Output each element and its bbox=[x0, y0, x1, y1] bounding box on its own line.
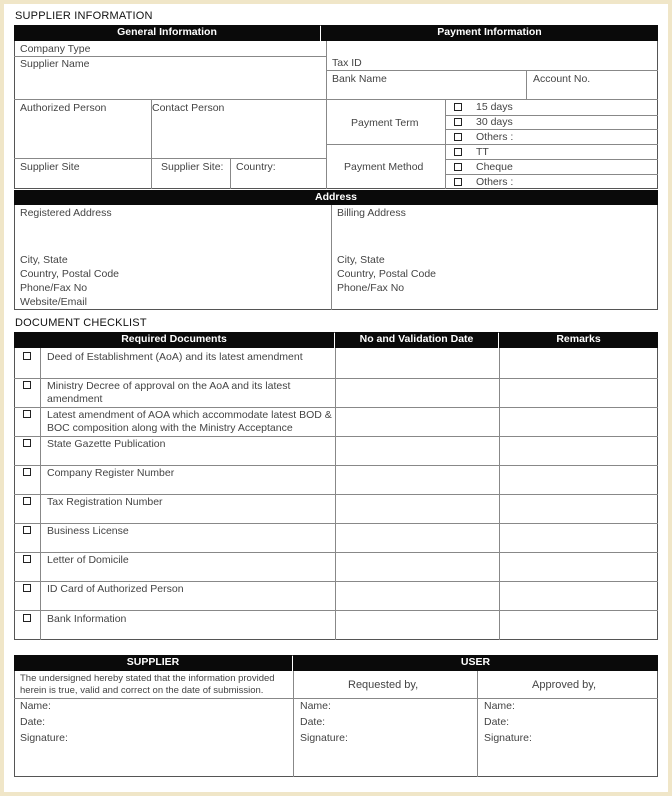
divider bbox=[14, 698, 658, 699]
divider bbox=[526, 70, 527, 99]
checklist-item: ID Card of Authorized Person bbox=[47, 583, 184, 595]
approved-date-field: Date: bbox=[484, 716, 510, 728]
country-field: Country: bbox=[236, 161, 276, 173]
required-documents-header: Required Documents bbox=[14, 332, 334, 348]
payment-method-cheque-checkbox[interactable] bbox=[454, 163, 462, 171]
supplier-info-table bbox=[14, 25, 658, 189]
divider bbox=[14, 436, 658, 437]
validation-date-header: No and Validation Date bbox=[335, 332, 498, 348]
payment-method-others-checkbox[interactable] bbox=[454, 178, 462, 186]
supplier-signature-field: Signature: bbox=[20, 732, 68, 744]
left-phone-fax: Phone/Fax No bbox=[20, 282, 88, 294]
checklist-item: Bank Information bbox=[47, 613, 127, 625]
checklist-title: DOCUMENT CHECKLIST bbox=[15, 317, 147, 329]
company-type-label: Company Type bbox=[20, 43, 91, 55]
approved-name-field: Name: bbox=[484, 700, 515, 712]
payment-method-option: Cheque bbox=[476, 161, 513, 173]
supplier-info-title: SUPPLIER INFORMATION bbox=[15, 10, 153, 22]
right-phone-fax: Phone/Fax No bbox=[337, 282, 405, 294]
supplier-site-label: Supplier Site bbox=[20, 161, 80, 173]
divider bbox=[445, 159, 658, 160]
checklist-item: Business License bbox=[47, 525, 129, 537]
user-header: USER bbox=[293, 655, 658, 671]
payment-method-option: Others : bbox=[476, 176, 514, 188]
requested-signature-field: Signature: bbox=[300, 732, 348, 744]
divider bbox=[14, 494, 658, 495]
payment-term-others-checkbox[interactable] bbox=[454, 133, 462, 141]
account-no-label: Account No. bbox=[533, 73, 591, 85]
divider bbox=[14, 610, 658, 611]
divider bbox=[230, 158, 231, 189]
requested-by-label: Requested by, bbox=[348, 679, 419, 691]
checklist-checkbox[interactable] bbox=[23, 555, 31, 563]
registered-address-label: Registered Address bbox=[20, 207, 112, 219]
divider bbox=[445, 174, 658, 175]
divider bbox=[14, 56, 326, 57]
tax-id-label: Tax ID bbox=[332, 57, 362, 69]
divider bbox=[293, 671, 294, 777]
supplier-date-field: Date: bbox=[20, 716, 46, 728]
checklist-checkbox[interactable] bbox=[23, 614, 31, 622]
checklist-checkbox[interactable] bbox=[23, 439, 31, 447]
approved-signature-field: Signature: bbox=[484, 732, 532, 744]
left-website-email: Website/Email bbox=[20, 296, 87, 308]
payment-method-option: TT bbox=[476, 146, 489, 158]
payment-term-label: Payment Term bbox=[351, 117, 419, 129]
divider bbox=[14, 378, 658, 379]
divider bbox=[326, 70, 658, 71]
divider bbox=[14, 465, 658, 466]
checklist-checkbox[interactable] bbox=[23, 526, 31, 534]
checklist-checkbox[interactable] bbox=[23, 352, 31, 360]
checklist-item: Company Register Number bbox=[47, 467, 175, 479]
general-info-header: General Information bbox=[14, 25, 320, 41]
supplier-statement: The undersigned hereby stated that the information provided herein is true, valid and correct on the date of submission. bbox=[20, 673, 275, 696]
divider bbox=[14, 99, 326, 100]
requested-date-field: Date: bbox=[300, 716, 326, 728]
authorized-person-label: Authorized Person bbox=[20, 102, 107, 114]
address-header: Address bbox=[14, 190, 658, 205]
checklist-checkbox[interactable] bbox=[23, 468, 31, 476]
approved-by-label: Approved by, bbox=[532, 679, 597, 691]
checklist-item: Tax Registration Number bbox=[47, 496, 163, 508]
contact-person-label: Contact Person bbox=[152, 102, 225, 114]
remarks-header: Remarks bbox=[499, 332, 658, 348]
payment-method-label: Payment Method bbox=[344, 161, 424, 173]
checklist-checkbox[interactable] bbox=[23, 584, 31, 592]
payment-method-tt-checkbox[interactable] bbox=[454, 148, 462, 156]
divider bbox=[445, 129, 658, 130]
requested-name-field: Name: bbox=[300, 700, 331, 712]
checklist-item: Ministry Decree of approval on the AoA and its latest amendment bbox=[47, 380, 291, 405]
divider bbox=[326, 41, 327, 189]
divider bbox=[14, 407, 658, 408]
checklist-item: Letter of Domicile bbox=[47, 554, 129, 566]
divider bbox=[14, 552, 658, 553]
payment-term-30-checkbox[interactable] bbox=[454, 118, 462, 126]
checklist-checkbox[interactable] bbox=[23, 410, 31, 418]
checklist-item: Deed of Establishment (AoA) and its latest amendment bbox=[47, 351, 303, 363]
supplier-site-field: Supplier Site: bbox=[161, 161, 224, 173]
divider bbox=[14, 523, 658, 524]
left-city-state: City, State bbox=[20, 254, 68, 266]
divider bbox=[14, 581, 658, 582]
divider bbox=[331, 205, 332, 310]
supplier-name-field: Name: bbox=[20, 700, 51, 712]
right-city-state: City, State bbox=[337, 254, 385, 266]
divider bbox=[477, 671, 478, 777]
supplier-header: SUPPLIER bbox=[14, 655, 292, 671]
checklist-item: Latest amendment of AOA which accommodate latest BOD & BOC composition along with the Ministry Acceptance bbox=[47, 409, 332, 434]
billing-address-label: Billing Address bbox=[337, 207, 406, 219]
checklist-item: State Gazette Publication bbox=[47, 438, 166, 450]
left-country-postal: Country, Postal Code bbox=[20, 268, 120, 280]
payment-term-option: 30 days bbox=[476, 116, 513, 128]
checklist-checkbox[interactable] bbox=[23, 381, 31, 389]
divider bbox=[14, 158, 326, 159]
checklist-checkbox[interactable] bbox=[23, 497, 31, 505]
divider bbox=[326, 99, 658, 100]
right-country-postal: Country, Postal Code bbox=[337, 268, 437, 280]
supplier-name-label: Supplier Name bbox=[20, 58, 90, 70]
bank-name-label: Bank Name bbox=[332, 73, 387, 85]
payment-term-15-checkbox[interactable] bbox=[454, 103, 462, 111]
payment-term-option: Others : bbox=[476, 131, 514, 143]
divider bbox=[326, 144, 658, 145]
payment-info-header: Payment Information bbox=[321, 25, 658, 41]
payment-term-option: 15 days bbox=[476, 101, 513, 113]
